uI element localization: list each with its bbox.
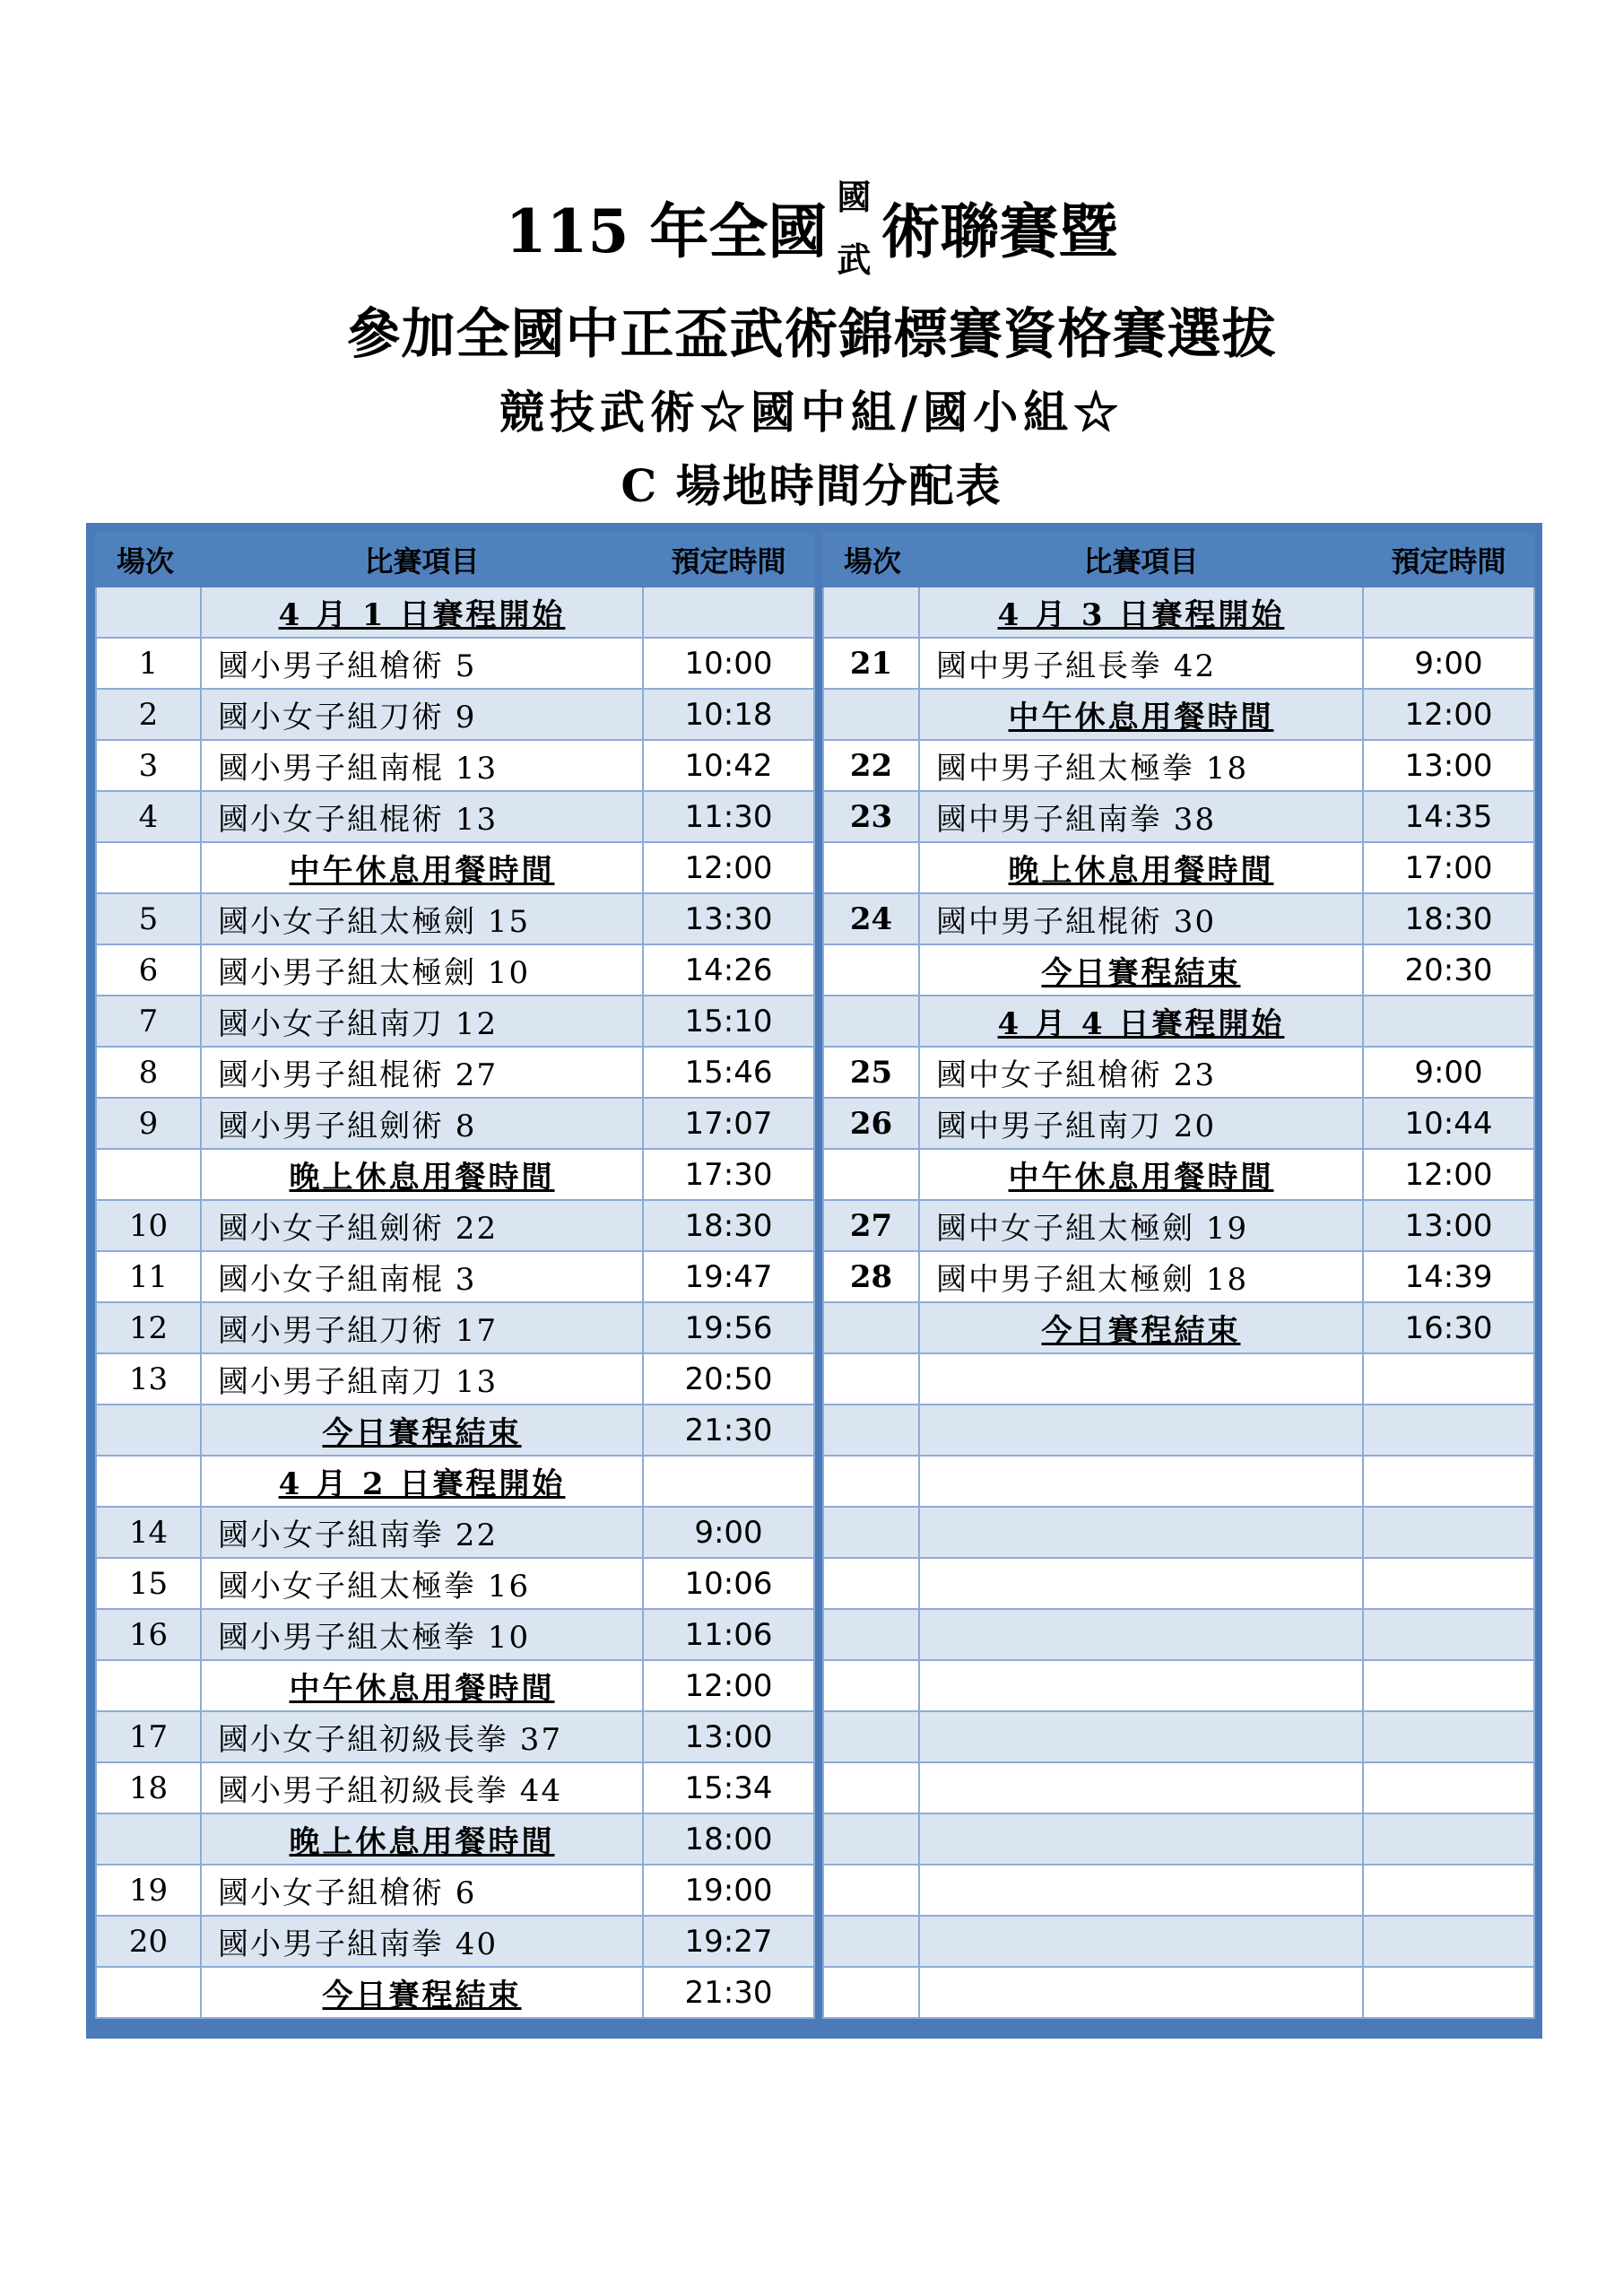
- cell-time: 20:50: [643, 1353, 814, 1405]
- cell-no: 15: [96, 1558, 201, 1609]
- cell-time: 21:30: [643, 1405, 814, 1456]
- cell-time: 19:47: [643, 1251, 814, 1302]
- cell-event: 國中男子組南刀 20: [919, 1098, 1363, 1149]
- table-row: [823, 1098, 1534, 1149]
- cell-event: 4 月 3 日賽程開始: [919, 587, 1363, 638]
- cell-event: [919, 1558, 1363, 1609]
- table-row: [96, 1302, 814, 1353]
- cell-time: 12:00: [643, 842, 814, 893]
- cell-time: 12:00: [1363, 689, 1534, 740]
- cell-event: 4 月 4 日賽程開始: [919, 996, 1363, 1047]
- cell-no: [823, 1813, 919, 1865]
- cell-event: 國中男子組太極拳 18: [919, 740, 1363, 791]
- cell-no: [96, 587, 201, 638]
- table-row: [823, 1047, 1534, 1098]
- cell-event: [919, 1660, 1363, 1711]
- table-row: [96, 1711, 814, 1762]
- table-header-row: [823, 533, 1534, 587]
- cell-no: [823, 1609, 919, 1660]
- cell-event: [919, 1353, 1363, 1405]
- cell-event: 國小女子組南棍 3: [201, 1251, 643, 1302]
- cell-event: 國小男子組劍術 8: [201, 1098, 643, 1149]
- cell-no: 7: [96, 996, 201, 1047]
- cell-event: [919, 1711, 1363, 1762]
- cell-time: 18:30: [1363, 893, 1534, 944]
- cell-event: 今日賽程結束: [919, 1302, 1363, 1353]
- cell-no: 11: [96, 1251, 201, 1302]
- table-row: [823, 893, 1534, 944]
- table-row: [96, 1558, 814, 1609]
- cell-event: 國中男子組長拳 42: [919, 638, 1363, 689]
- cell-no: [823, 587, 919, 638]
- cell-time: 13:00: [1363, 740, 1534, 791]
- cell-event: 國小女子組太極劍 15: [201, 893, 643, 944]
- cell-event: 國中男子組棍術 30: [919, 893, 1363, 944]
- schedule-frame: [86, 523, 1542, 2039]
- table-row: [96, 1200, 814, 1251]
- cell-no: 2: [96, 689, 201, 740]
- schedule-table-left: [95, 532, 815, 2019]
- cell-event: 國小男子組刀術 17: [201, 1302, 643, 1353]
- cell-event: 國小女子組棍術 13: [201, 791, 643, 842]
- table-row: [96, 689, 814, 740]
- cell-event: [919, 1813, 1363, 1865]
- cell-no: [96, 1456, 201, 1507]
- cell-event: [919, 1507, 1363, 1558]
- cell-time: [1363, 1967, 1534, 2018]
- table-row: [96, 1762, 814, 1813]
- cell-time: [1363, 1353, 1534, 1405]
- cell-time: 9:00: [643, 1507, 814, 1558]
- cell-event: 國中女子組太極劍 19: [919, 1200, 1363, 1251]
- table-row: [96, 638, 814, 689]
- cell-time: 10:42: [643, 740, 814, 791]
- table-row: [96, 842, 814, 893]
- cell-no: [96, 842, 201, 893]
- cell-time: 10:06: [643, 1558, 814, 1609]
- cell-time: 17:30: [643, 1149, 814, 1200]
- cell-event: [919, 1865, 1363, 1916]
- cell-event: 國小男子組太極拳 10: [201, 1609, 643, 1660]
- table-row: [823, 1865, 1534, 1916]
- table-row: [823, 1353, 1534, 1405]
- cell-no: 25: [823, 1047, 919, 1098]
- cell-no: [823, 1916, 919, 1967]
- cell-event: 國小女子組刀術 9: [201, 689, 643, 740]
- cell-time: [643, 1456, 814, 1507]
- cell-event: 國小女子組南刀 12: [201, 996, 643, 1047]
- cell-no: [823, 1967, 919, 2018]
- cell-time: 21:30: [643, 1967, 814, 2018]
- cell-no: 13: [96, 1353, 201, 1405]
- cell-no: [823, 1660, 919, 1711]
- table-row: [823, 1660, 1534, 1711]
- table-row: [96, 1865, 814, 1916]
- table-row: [823, 1558, 1534, 1609]
- cell-no: 10: [96, 1200, 201, 1251]
- cell-time: 10:00: [643, 638, 814, 689]
- cell-time: 16:30: [1363, 1302, 1534, 1353]
- cell-no: 17: [96, 1711, 201, 1762]
- cell-time: 17:00: [1363, 842, 1534, 893]
- table-row: [96, 740, 814, 791]
- cell-time: 10:44: [1363, 1098, 1534, 1149]
- cell-no: 20: [96, 1916, 201, 1967]
- title-stacked-down: 武: [837, 239, 872, 280]
- cell-time: 19:00: [643, 1865, 814, 1916]
- cell-no: [823, 689, 919, 740]
- cell-event: 中午休息用餐時間: [201, 842, 643, 893]
- cell-no: 26: [823, 1098, 919, 1149]
- cell-event: 晚上休息用餐時間: [201, 1813, 643, 1865]
- cell-time: 13:30: [643, 893, 814, 944]
- cell-no: 3: [96, 740, 201, 791]
- cell-event: 國小男子組南刀 13: [201, 1353, 643, 1405]
- cell-no: 8: [96, 1047, 201, 1098]
- cell-no: 14: [96, 1507, 201, 1558]
- cell-event: 國中男子組南拳 38: [919, 791, 1363, 842]
- cell-no: [96, 1813, 201, 1865]
- cell-time: [1363, 1813, 1534, 1865]
- cell-time: 18:30: [643, 1200, 814, 1251]
- cell-time: [1363, 1558, 1534, 1609]
- cell-no: [823, 1762, 919, 1813]
- cell-time: 9:00: [1363, 1047, 1534, 1098]
- table-row: [823, 1200, 1534, 1251]
- header-no: 場次: [823, 533, 919, 587]
- cell-event: 4 月 1 日賽程開始: [201, 587, 643, 638]
- cell-no: 22: [823, 740, 919, 791]
- table-row: [96, 791, 814, 842]
- cell-time: [1363, 1609, 1534, 1660]
- table-header-row: [96, 533, 814, 587]
- table-row: [96, 1251, 814, 1302]
- cell-event: [919, 1762, 1363, 1813]
- table-row: [823, 1507, 1534, 1558]
- cell-time: 15:10: [643, 996, 814, 1047]
- cell-no: [823, 1558, 919, 1609]
- cell-time: 11:30: [643, 791, 814, 842]
- cell-event: [919, 1456, 1363, 1507]
- table-row: [96, 1149, 814, 1200]
- cell-time: [1363, 1660, 1534, 1711]
- cell-time: [1363, 996, 1534, 1047]
- table-row: [96, 1967, 814, 2018]
- cell-event: [919, 1609, 1363, 1660]
- cell-time: 14:39: [1363, 1251, 1534, 1302]
- cell-no: 21: [823, 638, 919, 689]
- cell-no: 28: [823, 1251, 919, 1302]
- cell-event: 國小女子組太極拳 16: [201, 1558, 643, 1609]
- cell-event: 國小男子組南棍 13: [201, 740, 643, 791]
- cell-event: 國中女子組槍術 23: [919, 1047, 1363, 1098]
- cell-time: [1363, 1762, 1534, 1813]
- cell-event: 國小男子組太極劍 10: [201, 944, 643, 996]
- table-row: [823, 1609, 1534, 1660]
- cell-no: [823, 842, 919, 893]
- cell-event: 國中男子組太極劍 18: [919, 1251, 1363, 1302]
- cell-no: [823, 944, 919, 996]
- title-line-1: [0, 177, 1623, 280]
- table-row: [823, 638, 1534, 689]
- cell-event: 中午休息用餐時間: [919, 689, 1363, 740]
- table-row: [823, 1813, 1534, 1865]
- cell-no: [96, 1149, 201, 1200]
- title-stacked-up: 國: [837, 177, 872, 217]
- cell-no: 18: [96, 1762, 201, 1813]
- table-row: [823, 689, 1534, 740]
- cell-time: 20:30: [1363, 944, 1534, 996]
- cell-time: 14:35: [1363, 791, 1534, 842]
- cell-event: 國小女子組劍術 22: [201, 1200, 643, 1251]
- table-row: [96, 1353, 814, 1405]
- cell-time: [1363, 1711, 1534, 1762]
- cell-time: 9:00: [1363, 638, 1534, 689]
- table-row: [96, 1047, 814, 1098]
- cell-no: [823, 1149, 919, 1200]
- cell-time: 19:56: [643, 1302, 814, 1353]
- cell-time: [1363, 1916, 1534, 1967]
- cell-no: [823, 1302, 919, 1353]
- cell-time: [1363, 1456, 1534, 1507]
- table-row: [823, 1405, 1534, 1456]
- cell-time: 14:26: [643, 944, 814, 996]
- cell-event: 4 月 2 日賽程開始: [201, 1456, 643, 1507]
- table-row: [96, 1660, 814, 1711]
- cell-time: 19:27: [643, 1916, 814, 1967]
- title-stacked-chars: [829, 177, 879, 280]
- title-line-4: C 場地時間分配表: [621, 459, 1002, 512]
- title-line-3: 競技武術☆國中組/國小組☆: [499, 386, 1124, 439]
- table-row: [823, 791, 1534, 842]
- title-line-2: 參加全國中正盃武術錦標賽資格賽選拔: [346, 303, 1277, 366]
- cell-time: 15:46: [643, 1047, 814, 1098]
- cell-no: [823, 1353, 919, 1405]
- cell-no: [823, 996, 919, 1047]
- cell-no: [96, 1660, 201, 1711]
- cell-event: 晚上休息用餐時間: [201, 1149, 643, 1200]
- header-time: 預定時間: [1363, 533, 1534, 587]
- cell-event: 中午休息用餐時間: [919, 1149, 1363, 1200]
- table-row: [823, 587, 1534, 638]
- table-row: [823, 1711, 1534, 1762]
- cell-time: 15:34: [643, 1762, 814, 1813]
- cell-event: 今日賽程結束: [201, 1405, 643, 1456]
- table-row: [96, 893, 814, 944]
- table-row: [96, 1098, 814, 1149]
- table-row: [96, 1916, 814, 1967]
- cell-no: [823, 1711, 919, 1762]
- cell-no: [823, 1507, 919, 1558]
- cell-no: 27: [823, 1200, 919, 1251]
- table-row: [96, 587, 814, 638]
- cell-event: 晚上休息用餐時間: [919, 842, 1363, 893]
- cell-event: 今日賽程結束: [201, 1967, 643, 2018]
- cell-time: [1363, 587, 1534, 638]
- table-row: [823, 944, 1534, 996]
- cell-event: 今日賽程結束: [919, 944, 1363, 996]
- cell-time: 12:00: [1363, 1149, 1534, 1200]
- cell-no: [823, 1865, 919, 1916]
- header-event: 比賽項目: [919, 533, 1363, 587]
- cell-event: 國小女子組初級長拳 37: [201, 1711, 643, 1762]
- cell-no: 16: [96, 1609, 201, 1660]
- header-no: 場次: [96, 533, 201, 587]
- table-row: [823, 996, 1534, 1047]
- cell-time: 12:00: [643, 1660, 814, 1711]
- cell-event: 國小男子組初級長拳 44: [201, 1762, 643, 1813]
- cell-time: 18:00: [643, 1813, 814, 1865]
- table-row: [823, 740, 1534, 791]
- cell-time: [1363, 1507, 1534, 1558]
- table-row: [823, 842, 1534, 893]
- cell-no: 5: [96, 893, 201, 944]
- cell-event: [919, 1405, 1363, 1456]
- cell-no: 9: [96, 1098, 201, 1149]
- table-row: [823, 1251, 1534, 1302]
- table-row: [823, 1302, 1534, 1353]
- table-row: [96, 1507, 814, 1558]
- cell-event: 國小女子組槍術 6: [201, 1865, 643, 1916]
- table-row: [96, 996, 814, 1047]
- cell-no: 1: [96, 638, 201, 689]
- cell-time: 17:07: [643, 1098, 814, 1149]
- title-line-1-post: 術聯賽暨: [881, 196, 1118, 266]
- cell-time: 10:18: [643, 689, 814, 740]
- cell-time: [1363, 1405, 1534, 1456]
- cell-event: 國小男子組棍術 27: [201, 1047, 643, 1098]
- cell-event: [919, 1916, 1363, 1967]
- table-row: [823, 1456, 1534, 1507]
- cell-no: [96, 1405, 201, 1456]
- cell-no: 19: [96, 1865, 201, 1916]
- cell-event: 國小男子組南拳 40: [201, 1916, 643, 1967]
- cell-time: [1363, 1865, 1534, 1916]
- table-row: [823, 1149, 1534, 1200]
- cell-no: 24: [823, 893, 919, 944]
- cell-no: 6: [96, 944, 201, 996]
- cell-time: 13:00: [643, 1711, 814, 1762]
- cell-time: 13:00: [1363, 1200, 1534, 1251]
- cell-event: 中午休息用餐時間: [201, 1660, 643, 1711]
- cell-no: [823, 1405, 919, 1456]
- cell-event: 國小女子組南拳 22: [201, 1507, 643, 1558]
- cell-no: [96, 1967, 201, 2018]
- table-row: [823, 1916, 1534, 1967]
- schedule-table-right: [822, 532, 1535, 2019]
- table-row: [96, 944, 814, 996]
- table-row: [96, 1813, 814, 1865]
- table-row: [823, 1762, 1534, 1813]
- table-row: [823, 1967, 1534, 2018]
- table-row: [96, 1405, 814, 1456]
- cell-event: 國小男子組槍術 5: [201, 638, 643, 689]
- cell-time: 11:06: [643, 1609, 814, 1660]
- cell-time: [643, 587, 814, 638]
- table-row: [96, 1456, 814, 1507]
- header-event: 比賽項目: [201, 533, 643, 587]
- cell-no: 4: [96, 791, 201, 842]
- cell-no: [823, 1456, 919, 1507]
- cell-no: 23: [823, 791, 919, 842]
- title-line-1-pre: 115 年全國: [505, 196, 828, 266]
- table-row: [96, 1609, 814, 1660]
- cell-event: [919, 1967, 1363, 2018]
- header-time: 預定時間: [643, 533, 814, 587]
- cell-no: 12: [96, 1302, 201, 1353]
